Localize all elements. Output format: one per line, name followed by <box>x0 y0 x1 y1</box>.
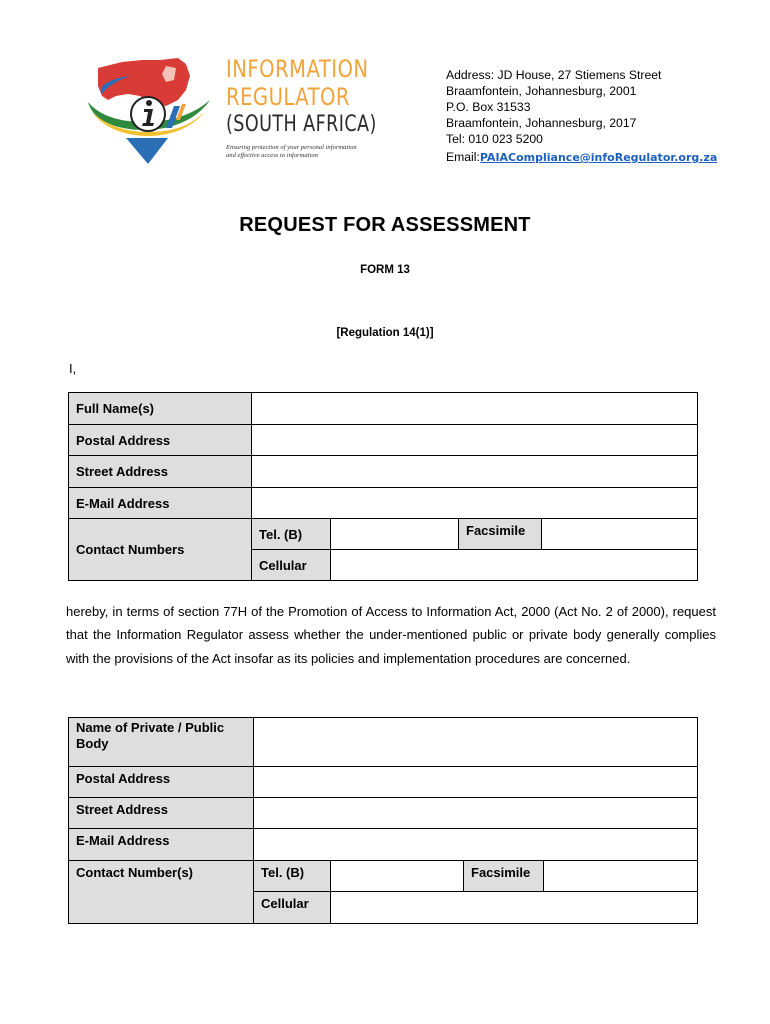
email-address-label: E-Mail Address <box>68 487 252 519</box>
logo-tagline-2: and effective access to information <box>226 152 318 159</box>
request-statement: hereby, in terms of section 77H of the Promotion of Access to Information Act, 2000 (Act No. 2 of 2000), request that the Information Regulator assess whether the under-mentioned public or private body generally complies with the provisions of the Act insofar as its policies and implementation procedures are concerned. <box>66 604 716 666</box>
regulator-emblem-icon <box>82 56 217 168</box>
logo-word-regulator: REGULATOR <box>226 83 350 111</box>
cellular-label: Cellular <box>251 549 331 581</box>
email-address-field[interactable] <box>251 487 698 519</box>
body-tel-b-label: Tel. (B) <box>253 860 331 892</box>
email-label: Email: <box>446 150 480 164</box>
logo-tagline-1: Ensuring protection of your personal information <box>226 144 357 151</box>
logo-word-information: INFORMATION <box>226 55 369 83</box>
email-link[interactable]: PAIACompliance@infoRegulator.org.za <box>479 151 718 164</box>
contact-numbers-label: Contact Numbers <box>68 518 252 581</box>
cellular-field[interactable] <box>330 549 698 581</box>
tel-b-field[interactable] <box>330 518 459 550</box>
street-address-field[interactable] <box>251 455 698 488</box>
body-email-address-label: E-Mail Address <box>68 828 254 861</box>
information-regulator-logo <box>82 56 382 168</box>
facsimile-label: Facsimile <box>458 518 542 550</box>
body-facsimile-label: Facsimile <box>463 860 544 892</box>
postal-address-field[interactable] <box>251 424 698 456</box>
regulation-reference: [Regulation 14(1)] <box>336 327 434 339</box>
body-street-address-field[interactable] <box>253 797 698 829</box>
page-title: REQUEST FOR ASSESSMENT <box>239 214 531 236</box>
body-name-field[interactable] <box>253 717 698 767</box>
logo-word-south-africa: (SOUTH AFRICA) <box>226 112 377 137</box>
full-name-field[interactable] <box>251 392 698 425</box>
postal-address-label: Postal Address <box>68 424 252 456</box>
body-contact-numbers-label: Contact Number(s) <box>68 860 254 924</box>
address-line-3: P.O. Box 31533 <box>446 100 531 114</box>
body-cellular-field[interactable] <box>330 891 698 924</box>
body-facsimile-field[interactable] <box>543 860 698 892</box>
body-postal-address-field[interactable] <box>253 766 698 798</box>
address-tel: Tel: 010 023 5200 <box>446 132 543 146</box>
address-line-1: Address: JD House, 27 Stiemens Street <box>446 68 662 82</box>
body-name-label: Name of Private / Public Body <box>68 717 254 767</box>
body-email-address-field[interactable] <box>253 828 698 861</box>
full-name-label: Full Name(s) <box>68 392 252 425</box>
facsimile-field[interactable] <box>541 518 698 550</box>
tel-b-label: Tel. (B) <box>251 518 331 550</box>
intro-text: I, <box>69 361 77 376</box>
address-line-2: Braamfontein, Johannesburg, 2001 <box>446 84 637 98</box>
body-cellular-label: Cellular <box>253 891 331 924</box>
body-postal-address-label: Postal Address <box>68 766 254 798</box>
form-number: FORM 13 <box>360 264 410 276</box>
street-address-label: Street Address <box>68 455 252 488</box>
body-street-address-label: Street Address <box>68 797 254 829</box>
address-email-row <box>446 149 717 166</box>
body-tel-b-field[interactable] <box>330 860 464 892</box>
address-line-4: Braamfontein, Johannesburg, 2017 <box>446 116 637 130</box>
